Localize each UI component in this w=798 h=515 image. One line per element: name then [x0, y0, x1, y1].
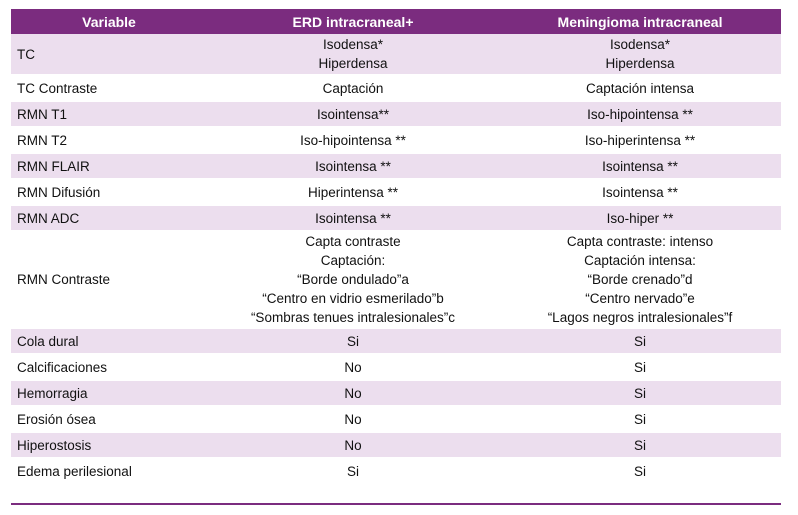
cell-meningioma-line: Captación intensa — [585, 80, 695, 96]
table-row — [11, 34, 781, 75]
cell-erd — [207, 153, 499, 179]
cell-erd — [207, 406, 499, 432]
cell-variable: Erosión ósea — [11, 406, 207, 432]
cell-meningioma-line: Isodensa* — [609, 37, 671, 52]
table-row — [11, 432, 781, 458]
header-variable: Variable — [11, 9, 207, 34]
cell-meningioma — [499, 153, 781, 179]
table-row — [11, 101, 781, 127]
table-row — [11, 153, 781, 179]
table-bottom-rule — [11, 503, 781, 505]
cell-erd-line: Hiperintensa ** — [307, 184, 399, 200]
cell-erd-line: “Sombras tenues intralesionales”c — [250, 310, 456, 325]
header-meningioma: Meningioma intracraneal — [499, 9, 781, 34]
cell-erd-line: No — [344, 437, 362, 453]
header-erd: ERD intracraneal+ — [207, 9, 499, 34]
cell-erd — [207, 231, 499, 328]
cell-variable: RMN T2 — [11, 127, 207, 153]
cell-erd — [207, 127, 499, 153]
cell-meningioma-line: Hiperdensa — [605, 56, 675, 71]
cell-variable: Cola dural — [11, 328, 207, 354]
cell-erd — [207, 328, 499, 354]
cell-erd — [207, 179, 499, 205]
cell-erd — [207, 101, 499, 127]
cell-meningioma-line: Isointensa ** — [602, 184, 678, 200]
cell-meningioma-line: “Borde crenado”d — [587, 272, 693, 287]
cell-erd-line: Isointensa ** — [315, 158, 391, 174]
cell-erd-line: “Centro en vidrio esmerilado”b — [262, 291, 444, 306]
cell-variable: Hemorragia — [11, 380, 207, 406]
table-row — [11, 205, 781, 231]
cell-meningioma-line: Si — [633, 411, 646, 427]
cell-erd-line: Captación: — [320, 253, 386, 268]
table-row — [11, 231, 781, 328]
cell-meningioma — [499, 127, 781, 153]
cell-erd-line: Isointensa** — [316, 106, 390, 122]
table-row — [11, 406, 781, 432]
cell-meningioma — [499, 458, 781, 484]
cell-meningioma — [499, 101, 781, 127]
cell-meningioma — [499, 179, 781, 205]
cell-erd-line: Si — [346, 333, 359, 349]
cell-erd — [207, 380, 499, 406]
cell-erd — [207, 354, 499, 380]
cell-erd-line: Iso-hipointensa ** — [300, 132, 406, 148]
table-row — [11, 354, 781, 380]
cell-meningioma — [499, 380, 781, 406]
cell-erd-line: Hiperdensa — [318, 56, 388, 71]
cell-meningioma-line: Si — [633, 333, 646, 349]
cell-meningioma — [499, 406, 781, 432]
cell-erd-line: No — [344, 385, 362, 401]
cell-meningioma — [499, 205, 781, 231]
cell-variable: RMN Contraste — [11, 231, 207, 328]
table-row — [11, 75, 781, 101]
cell-variable: RMN Difusión — [11, 179, 207, 205]
cell-variable: Edema perilesional — [11, 458, 207, 484]
cell-variable: RMN T1 — [11, 101, 207, 127]
cell-meningioma — [499, 34, 781, 75]
cell-meningioma-line: Iso-hiperintensa ** — [584, 132, 696, 148]
table-row — [11, 127, 781, 153]
cell-erd — [207, 205, 499, 231]
cell-erd-line: “Borde ondulado”a — [297, 272, 409, 287]
cell-meningioma — [499, 432, 781, 458]
cell-meningioma-line: Capta contraste: intenso — [566, 234, 714, 249]
cell-meningioma-line: Si — [633, 463, 646, 479]
table-header — [11, 9, 781, 34]
cell-erd-line: Isointensa ** — [315, 210, 391, 226]
cell-meningioma-line: Isointensa ** — [602, 158, 678, 174]
cell-variable: Calcificaciones — [11, 354, 207, 380]
cell-meningioma-line: “Lagos negros intralesionales”f — [547, 310, 733, 325]
cell-erd — [207, 75, 499, 101]
cell-erd — [207, 34, 499, 75]
cell-erd — [207, 458, 499, 484]
cell-erd-line: Si — [346, 463, 359, 479]
table-row — [11, 380, 781, 406]
cell-erd — [207, 432, 499, 458]
comparison-table-container — [11, 9, 781, 485]
cell-erd-line: Isodensa* — [322, 37, 384, 52]
cell-meningioma-line: “Centro nervado”e — [585, 291, 695, 306]
cell-meningioma-line: Iso-hiper ** — [606, 210, 674, 226]
header-row — [11, 9, 781, 34]
table-row — [11, 328, 781, 354]
cell-variable: TC Contraste — [11, 75, 207, 101]
cell-meningioma-line: Si — [633, 385, 646, 401]
cell-variable: TC — [11, 34, 207, 75]
cell-erd-line: No — [344, 411, 362, 427]
cell-meningioma — [499, 75, 781, 101]
cell-meningioma-line: Si — [633, 359, 646, 375]
cell-meningioma-line: Captación intensa: — [584, 253, 696, 268]
cell-erd-line: Captación — [322, 80, 384, 96]
cell-erd-line: No — [344, 359, 362, 375]
comparison-table — [11, 9, 781, 485]
cell-variable: Hiperostosis — [11, 432, 207, 458]
cell-erd-line: Capta contraste — [305, 234, 401, 249]
cell-meningioma — [499, 354, 781, 380]
cell-meningioma-line: Si — [633, 437, 646, 453]
cell-meningioma-line: Iso-hipointensa ** — [587, 106, 693, 122]
cell-meningioma — [499, 328, 781, 354]
table-row — [11, 458, 781, 484]
table-body — [11, 34, 781, 484]
cell-variable: RMN ADC — [11, 205, 207, 231]
cell-variable: RMN FLAIR — [11, 153, 207, 179]
table-row — [11, 179, 781, 205]
cell-meningioma — [499, 231, 781, 328]
